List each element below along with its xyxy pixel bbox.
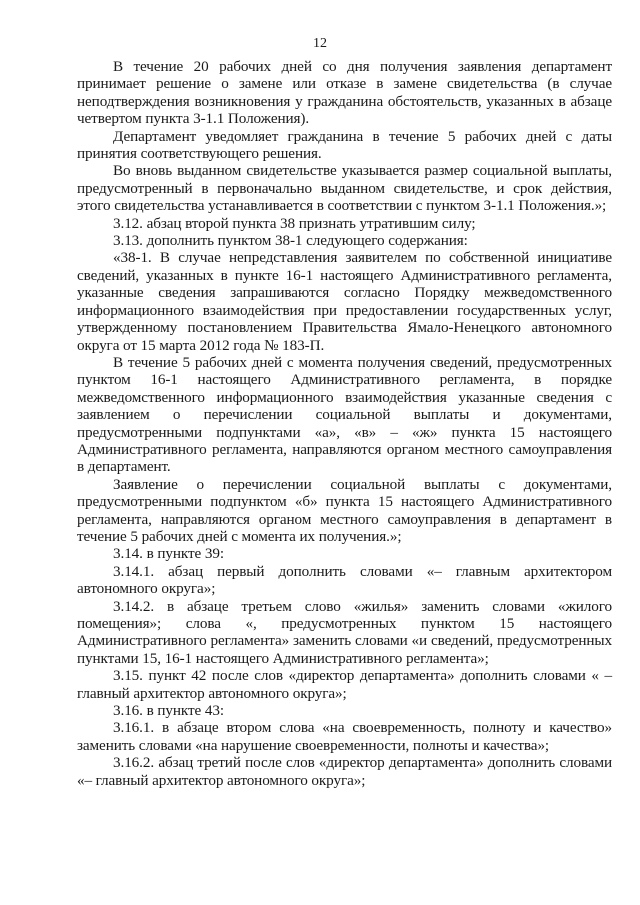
paragraph-3: Во вновь выданном свидетельстве указывается размер социальной выплаты, предусмотренный в первоначально выданном свидетельстве, и срок действия, этого свидетельства устанавливается в соответствии с пунктом 3-1.1 Положения.»;: [77, 162, 612, 215]
paragraph-7: В течение 5 рабочих дней с момента получения сведений, предусмотренных пунктом 16-1 настоящего Административного регламента, в порядке межведомственного информационного взаимодействия указанные сведения с заявлением о перечислении социальной выплаты и документами, предусмотренными подпунктами «а», «в» – «ж» пункта 15 настоящего Административного регламента, направляются органом местного самоуправления в департамент.: [77, 353, 612, 476]
paragraph-5: 3.13. дополнить пунктом 38-1 следующего содержания:: [113, 232, 468, 250]
paragraph-12: 3.15. пункт 42 после слов «директор департамента» дополнить словами « – главный архитектор автономного округа»;: [77, 667, 612, 702]
page-number: 12: [313, 36, 327, 51]
paragraph-6: «38-1. В случае непредставления заявителем по собственной инициативе сведений, указанных в пункте 16-1 настоящего Административного регламента, указанные сведения запрашиваются согласно Порядку межведомственного информационного взаимодействия при предоставлении государственных услуг, утвержденному постановлением Правительства Ямало-Ненецкого автономного округа от 15 марта 2012 года № 183-П.: [77, 249, 612, 354]
paragraph-2: Департамент уведомляет гражданина в течение 5 рабочих дней с даты принятия соответствующего решения.: [77, 127, 612, 163]
document-body: [77, 58, 612, 789]
paragraph-11: 3.14.2. в абзаце третьем слово «жилья» заменить словами «жилого помещения»; слова «, предусмотренных пунктом 15 настоящего Административного регламента» заменить словами «и сведений, предусмотренных пунктами 15, 16-1 настоящего Административного регламента»;: [77, 597, 612, 667]
paragraph-1: В течение 20 рабочих дней со дня получения заявления департамент принимает решение о замене или отказе в замене свидетельства (в случае неподтверждения возникновения у гражданина обстоятельств, указанных в абзаце четвертом пункта 3-1.1 Положения).: [77, 58, 612, 128]
paragraph-10: 3.14.1. абзац первый дополнить словами «– главным архитектором автономного округа»;: [77, 562, 612, 598]
paragraph-13: 3.16. в пункте 43:: [113, 702, 224, 720]
paragraph-15: 3.16.2. абзац третий после слов «директор департамента» дополнить словами «– главный архитектор автономного округа»;: [77, 754, 612, 789]
paragraph-4: 3.12. абзац второй пункта 38 признать утратившим силу;: [113, 214, 476, 232]
paragraph-8: Заявление о перечислении социальной выплаты с документами, предусмотренными подпунктом «б» пункта 15 настоящего Административного регламента, направляются органом местного самоуправления в департамент в течение 5 рабочих дней с момента их получения.»;: [77, 475, 612, 545]
paragraph-14: 3.16.1. в абзаце втором слова «на своевременность, полноту и качество» заменить словами «на нарушение своевременности, полноты и качества»;: [77, 719, 612, 754]
paragraph-9: 3.14. в пункте 39:: [113, 545, 224, 563]
